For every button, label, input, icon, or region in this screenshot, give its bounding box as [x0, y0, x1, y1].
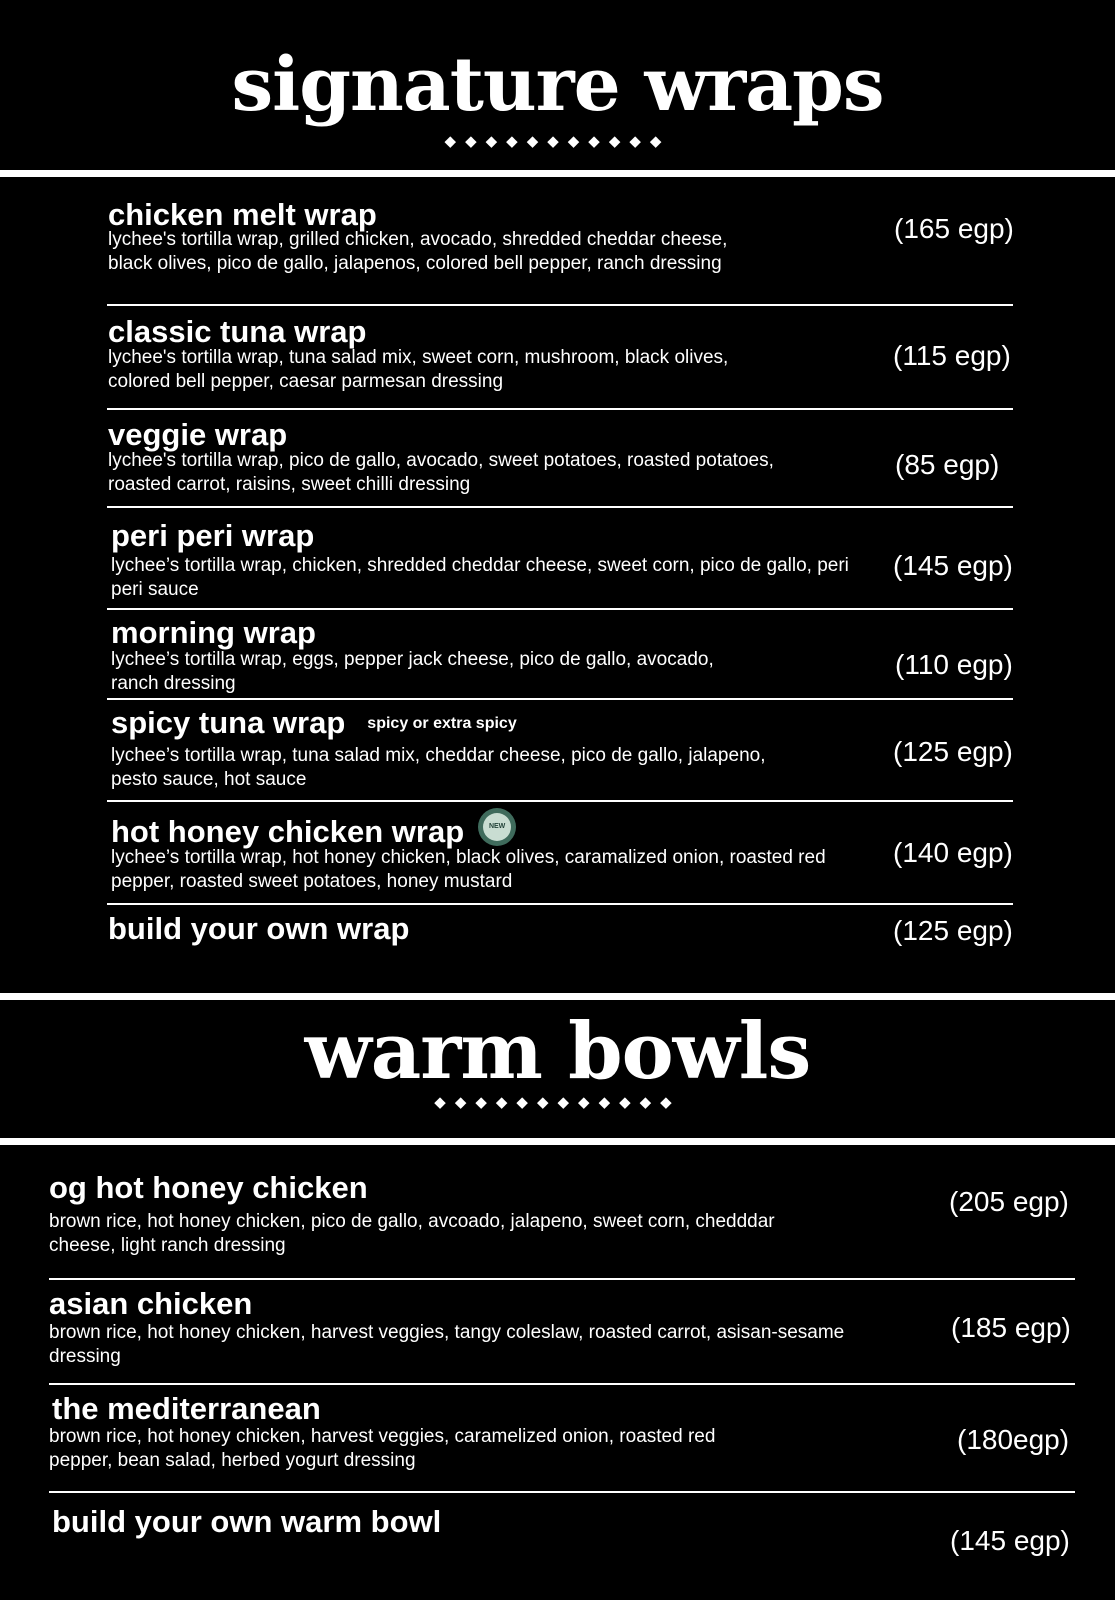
item-separator	[107, 506, 1013, 508]
menu-item-price: (180egp)	[957, 1424, 1070, 1455]
menu-item-name	[111, 808, 516, 847]
section-title-wraps: signature wraps	[231, 42, 884, 128]
item-separator	[49, 1383, 1075, 1385]
menu-item-price: (125 egp)	[893, 736, 1013, 767]
menu-item-desc: brown rice, hot honey chicken, harvest veggies, caramelized onion, roasted red pepper, bean salad, herbed yogurt dressing	[49, 1426, 716, 1471]
menu-item-desc: lychee's tortilla wrap, grilled chicken, avocado, shredded cheddar cheese, black olives, pico de gallo, jalapenos, colored bell pepper, ranch dressing	[108, 229, 728, 274]
menu-item-name: asian chicken	[49, 1286, 253, 1321]
menu-item-price: (185 egp)	[951, 1312, 1071, 1343]
menu-item-price: (85 egp)	[895, 449, 1000, 480]
menu-item-desc: lychee’s tortilla wrap, chicken, shredded cheddar cheese, sweet corn, pico de gallo, peri peri sauce	[111, 555, 849, 600]
item-separator	[107, 608, 1013, 610]
item-separator	[49, 1491, 1075, 1493]
menu-item-name: morning wrap	[111, 615, 316, 650]
diamond-divider-bowls: ◆◆◆◆◆◆◆◆◆◆◆◆	[434, 1094, 681, 1111]
menu-item-name: build your own wrap	[108, 911, 410, 946]
menu-item-price: (125 egp)	[893, 915, 1013, 946]
menu-item-name: chicken melt wrap	[108, 197, 377, 232]
menu-item-desc: lychee's tortilla wrap, tuna salad mix, sweet corn, mushroom, black olives, colored bell pepper, caesar parmesan dressing	[108, 347, 729, 392]
item-separator	[107, 903, 1013, 905]
menu-item-desc: lychee’s tortilla wrap, hot honey chicken, black olives, caramalized onion, roasted red pepper, roasted sweet potatoes, honey mustard	[111, 847, 826, 892]
menu-item-desc: brown rice, hot honey chicken, harvest veggies, tangy coleslaw, roasted carrot, asisan-sesame dressing	[49, 1322, 845, 1367]
menu-item-name: classic tuna wrap	[108, 314, 367, 349]
menu-item-name-text: spicy tuna wrap	[111, 705, 346, 740]
menu-item-desc: lychee’s tortilla wrap, tuna salad mix, cheddar cheese, pico de gallo, jalapeno, pesto sauce, hot sauce	[111, 745, 766, 790]
menu-item-price: (140 egp)	[893, 837, 1013, 868]
item-separator	[107, 304, 1013, 306]
menu-item-price: (110 egp)	[895, 649, 1013, 680]
menu-item-price: (205 egp)	[949, 1186, 1069, 1217]
diamond-divider-wraps: ◆◆◆◆◆◆◆◆◆◆◆	[444, 133, 671, 150]
menu-item-name-text: hot honey chicken wrap	[111, 814, 465, 849]
section-title-bowls: warm bowls	[304, 1006, 811, 1097]
new-badge-label: NEW	[483, 813, 511, 841]
menu-item-desc: lychee’s tortilla wrap, eggs, pepper jack cheese, pico de gallo, avocado, ranch dressing	[111, 649, 714, 694]
menu-item-name	[111, 707, 517, 738]
menu-item-price: (145 egp)	[893, 550, 1013, 581]
item-separator	[49, 1278, 1075, 1280]
menu-item-desc: brown rice, hot honey chicken, pico de gallo, avcoado, jalapeno, sweet corn, chedddar cheese, light ranch dressing	[49, 1211, 775, 1256]
section-rule	[0, 993, 1115, 1000]
menu-item-name: peri peri wrap	[111, 518, 315, 553]
menu-item-name: the mediterranean	[52, 1391, 321, 1426]
menu-item-price: (145 egp)	[950, 1525, 1070, 1556]
menu-item-name: build your own warm bowl	[52, 1504, 442, 1539]
item-separator	[107, 698, 1013, 700]
section-rule	[0, 170, 1115, 177]
menu-item-desc: lychee's tortilla wrap, pico de gallo, avocado, sweet potatoes, roasted potatoes, roasted carrot, raisins, sweet chilli dressing	[108, 450, 774, 495]
menu-item-name: og hot honey chicken	[49, 1170, 368, 1205]
spice-note: spicy or extra spicy	[367, 715, 517, 732]
item-separator	[107, 408, 1013, 410]
section-rule	[0, 1138, 1115, 1145]
item-separator	[107, 800, 1013, 802]
menu-item-price: (165 egp)	[894, 213, 1014, 244]
menu-item-price: (115 egp)	[893, 340, 1011, 371]
menu-item-name: veggie wrap	[108, 417, 288, 452]
new-badge-icon	[478, 808, 516, 846]
